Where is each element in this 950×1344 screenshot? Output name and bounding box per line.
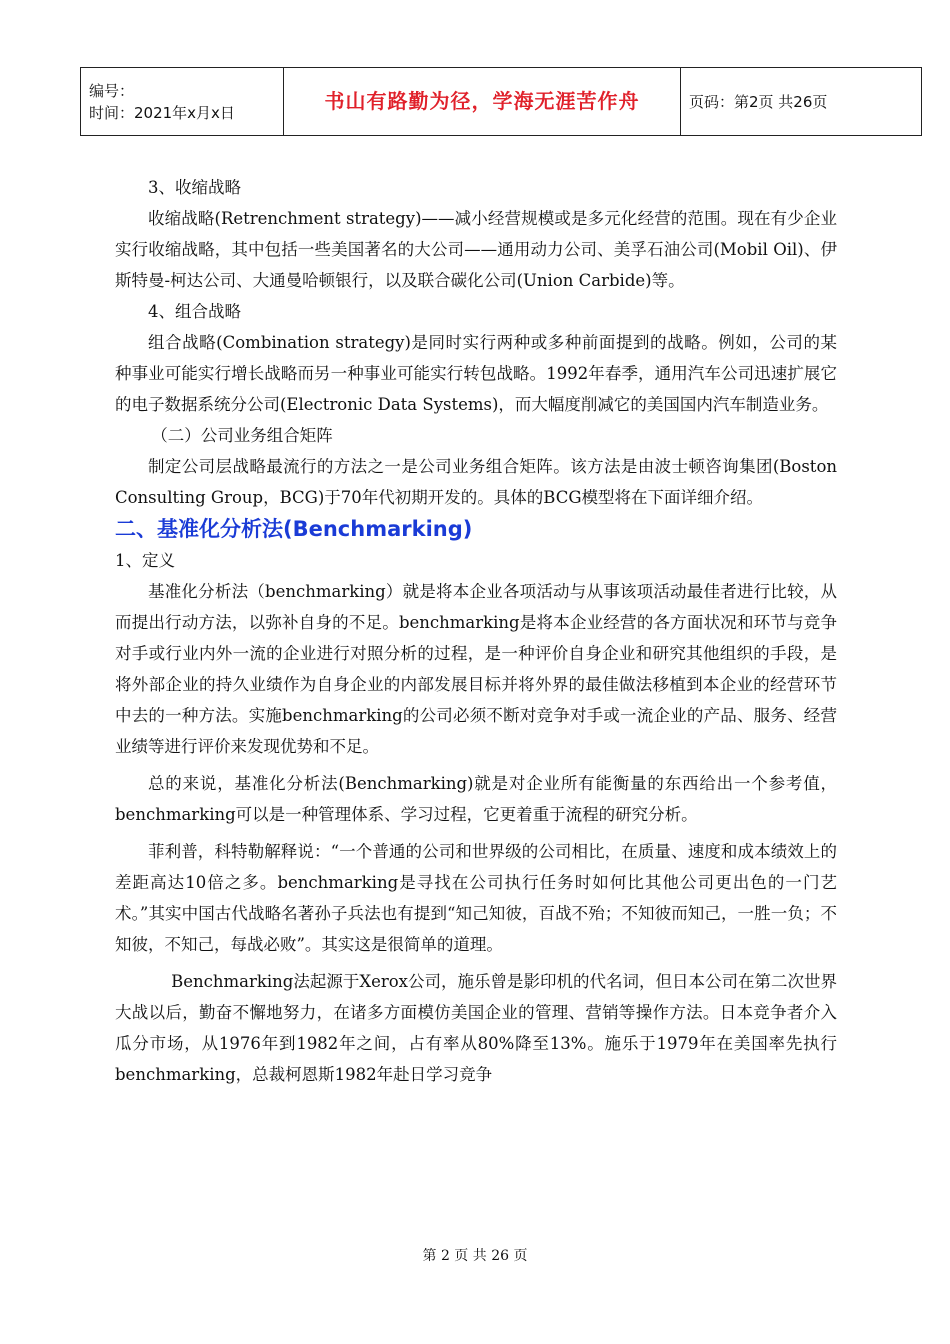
- document-body: [115, 172, 837, 1090]
- paragraph-definition: 基准化分析法（benchmarking）就是将本企业各项活动与从事该项活动最佳者进行比较，从而提出行动方法，以弥补自身的不足。benchmarking是将本企业经营的各方面状况和环节与竞争对手或行业内外一流的企业进行对照分析的过程，是一种评价自身企业和研究其他组织的手段，是将外部企业的持久业绩作为自身企业的内部发展目标并将外界的最佳做法移植到本企业的经营环节中去的一种方法。实施benchmarking的公司必须不断对竞争对手或一流企业的产品、服务、经营业绩等进行评价来发现优势和不足。: [115, 582, 837, 756]
- paragraph-summary: 总的来说，基准化分析法(Benchmarking)就是对企业所有能衡量的东西给出一个参考值，benchmarking可以是一种管理体系、学习过程，它更着重于流程的研究分析。: [115, 774, 837, 824]
- header-page-cell: [681, 68, 922, 136]
- page-footer: 第 2 页 共 26 页: [422, 1248, 528, 1264]
- paragraph-combination: 组合战略(Combination strategy)是同时实行两种或多种前面提到的战略。例如，公司的某种事业可能实行增长战略而另一种事业可能实行转包战略。1992年春季，通用汽车公司迅速扩展它的电子数据系统分公司(Electronic Data Systems)，而大幅度削减它的美国国内汽车制造业务。: [115, 333, 837, 414]
- section-title-benchmarking: 二、基准化分析法(Benchmarking): [115, 517, 473, 541]
- document-number-label: 编号：: [89, 81, 135, 100]
- header-page-label: 页码：第2页 共26页: [689, 92, 828, 111]
- page-header: [80, 67, 922, 136]
- subheading-portfolio-matrix: （二）公司业务组合矩阵: [151, 426, 333, 445]
- paragraph-retrenchment: 收缩战略(Retrenchment strategy)——减小经营规模或是多元化经营的范围。现在有少企业实行收缩战略，其中包括一些美国著名的大公司——通用动力公司、美孚石油公司(Mobil Oil)、伊斯特曼-柯达公司、大通曼哈顿银行，以及联合碳化公司(Union Carbide)等。: [115, 209, 837, 290]
- header-motto: 书山有路勤为径，学海无涯苦作舟: [324, 88, 640, 113]
- subheading-retrenchment: 3、收缩战略: [148, 178, 241, 197]
- header-motto-cell: [284, 68, 681, 136]
- header-left-cell: [81, 68, 284, 136]
- paragraph-kotler: 菲利普，科特勒解释说：“一个普通的公司和世界级的公司相比，在质量、速度和成本绩效上的差距高达10倍之多。benchmarking是寻找在公司执行任务时如何比其他公司更出色的一门艺术。”其实中国古代战略名著孙子兵法也有提到“知己知彼，百战不殆；不知彼而知己，一胜一负；不知彼，不知己，每战必败”。其实这是很简单的道理。: [115, 842, 837, 954]
- paragraph-portfolio-matrix: 制定公司层战略最流行的方法之一是公司业务组合矩阵。该方法是由波士顿咨询集团(Boston Consulting Group，BCG)于70年代初期开发的。具体的BCG模型将在下面详细介绍。: [115, 457, 837, 507]
- subheading-combination: 4、组合战略: [148, 302, 241, 321]
- document-time-label: 时间：2021年x月x日: [89, 103, 235, 122]
- paragraph-xerox: Benchmarking法起源于Xerox公司，施乐曾是影印机的代名词，但日本公司在第二次世界大战以后，勤奋不懈地努力，在诸多方面模仿美国企业的管理、营销等操作方法。日本竞争者介入瓜分市场，从1976年到1982年之间，占有率从80%降至13%。施乐于1979年在美国率先执行benchmarking，总裁柯恩斯1982年赴日学习竞争: [115, 972, 837, 1084]
- subheading-definition: 1、定义: [115, 551, 175, 570]
